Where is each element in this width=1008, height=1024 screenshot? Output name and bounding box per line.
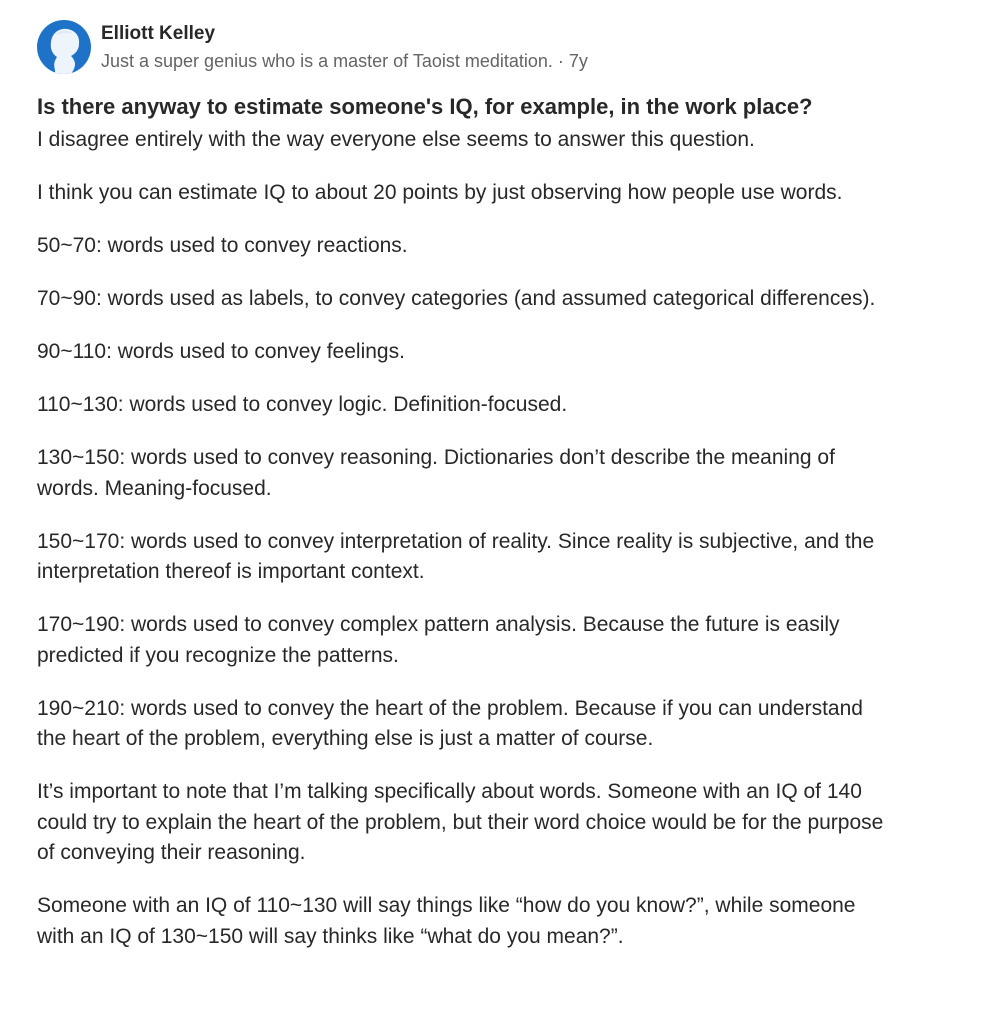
author-name[interactable]: Elliott Kelley — [101, 22, 216, 44]
answer-body — [37, 125, 887, 952]
answer-paragraph: 70~90: words used as labels, to convey categories (and assumed categorical differences). — [37, 287, 876, 310]
question-title[interactable]: Is there anyway to estimate someone's IQ, for example, in the work place? — [37, 94, 813, 119]
answer-paragraph: It’s important to note that I’m talking specifically about words. Someone with an IQ of 140 could try to explain the heart of the problem, but their word choice would be for the purpose of conveying their reasoning. — [37, 780, 884, 864]
avatar[interactable] — [37, 20, 91, 74]
answer-paragraph: I think you can estimate IQ to about 20 points by just observing how people use words. — [37, 181, 843, 204]
post-timestamp[interactable]: 7y — [568, 50, 588, 71]
answer-paragraph: 90~110: words used to convey feelings. — [37, 340, 405, 363]
answer-paragraph: 190~210: words used to convey the heart of the problem. Because if you can understand the heart of the problem, everything else is just a matter of course. — [37, 696, 863, 750]
answer-paragraph: 170~190: words used to convey complex pattern analysis. Because the future is easily predicted if you recognize the patterns. — [37, 613, 840, 667]
answer-paragraph: I disagree entirely with the way everyone else seems to answer this question. — [37, 128, 755, 151]
answer-paragraph: 150~170: words used to convey interpretation of reality. Since reality is subjective, and the interpretation thereof is important context. — [37, 529, 875, 583]
meta-separator: · — [552, 50, 569, 71]
answer-paragraph: Someone with an IQ of 110~130 will say things like “how do you know?”, while someone with an IQ of 130~150 will say thinks like “what do you mean?”. — [37, 894, 856, 948]
profile-silhouette-icon — [37, 20, 91, 74]
answer-paragraph: 50~70: words used to convey reactions. — [37, 234, 408, 257]
author-credential[interactable]: Just a super genius who is a master of Taoist meditation. — [101, 50, 553, 71]
author-header — [37, 18, 887, 76]
author-meta — [101, 22, 588, 73]
answer-paragraph: 130~150: words used to convey reasoning. Dictionaries don’t describe the meaning of words. Meaning-focused. — [37, 446, 835, 500]
answer-paragraph: 110~130: words used to convey logic. Definition-focused. — [37, 393, 568, 416]
author-credential-line — [101, 49, 588, 73]
answer-post — [37, 18, 887, 975]
